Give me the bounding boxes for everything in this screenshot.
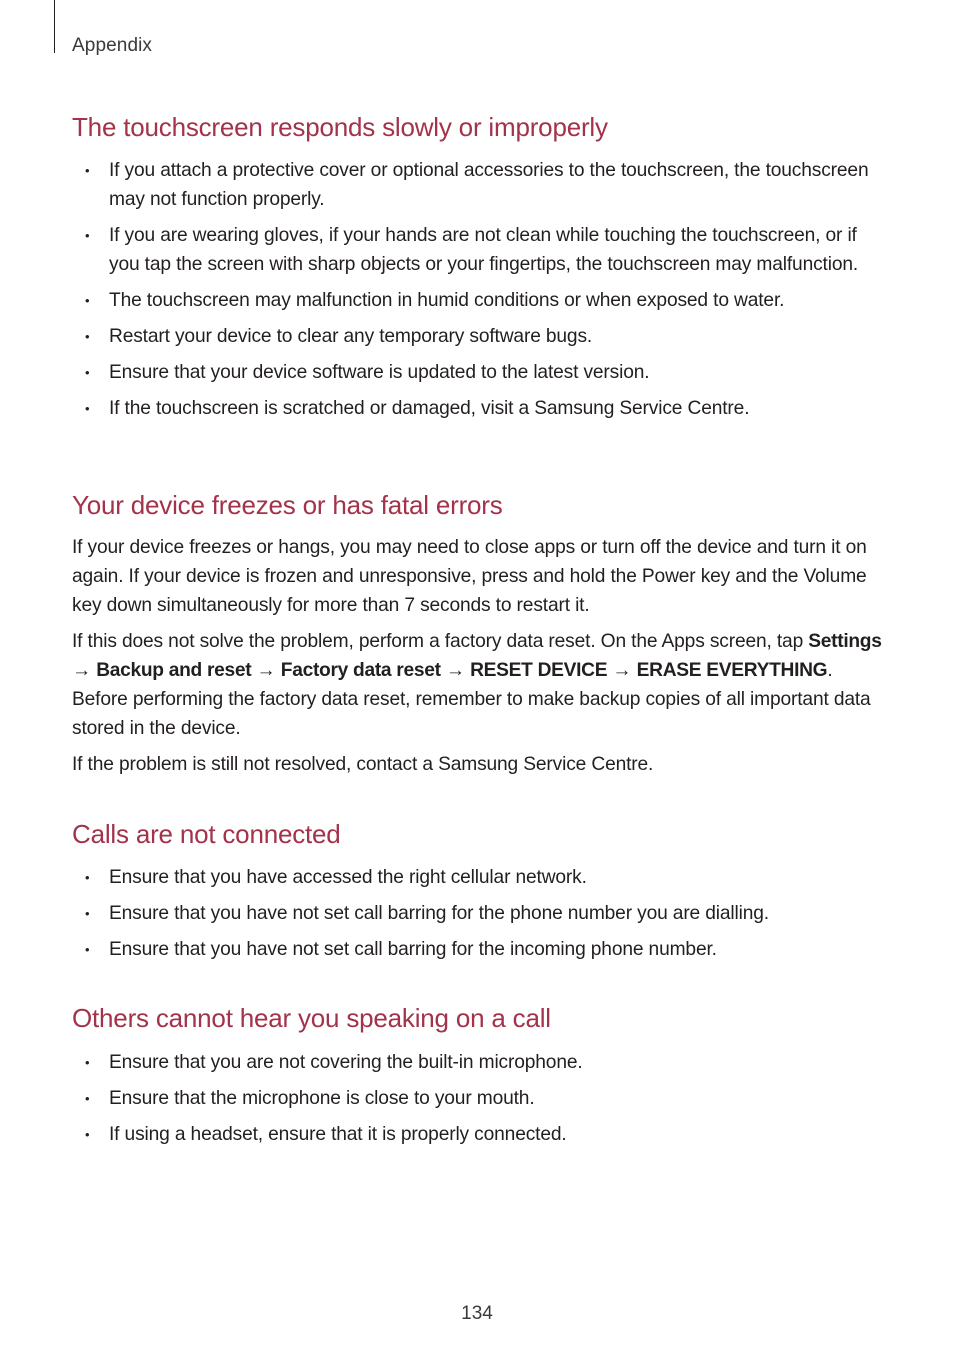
bullet-list: [72, 863, 882, 964]
bullet-list: [72, 156, 882, 423]
list-item: • If you attach a protective cover or optional accessories to the touchscreen, the touchscreen may not function properly.: [72, 156, 882, 214]
list-item: • If the touchscreen is scratched or damaged, visit a Samsung Service Centre.: [72, 394, 882, 423]
list-item: • If you are wearing gloves, if your hands are not clean while touching the touchscreen, or if you tap the screen with sharp objects or your fingertips, the touchscreen may malfunction.: [72, 221, 882, 279]
bullet-icon: •: [85, 401, 90, 416]
running-head: Appendix: [72, 35, 153, 56]
list-item: • Ensure that your device software is updated to the latest version.: [72, 358, 882, 387]
body-paragraph: If your device freezes or hangs, you may need to close apps or turn off the device and turn it on again. If your device is frozen and unresponsive, press and hold the Power key and the Volume key down simultaneously for more than 7 seconds to restart it.: [72, 537, 867, 616]
bullet-icon: •: [85, 329, 90, 344]
bullet-icon: •: [85, 1055, 90, 1070]
menu-path-backup-reset: Backup and reset: [96, 660, 252, 681]
bullet-icon: •: [85, 228, 90, 243]
list-item: • Ensure that you have accessed the right cellular network.: [72, 863, 882, 892]
menu-path-reset-device: RESET DEVICE: [470, 660, 608, 681]
bullet-list: [72, 1048, 882, 1149]
section-others-cannot-hear: [72, 1001, 882, 1156]
bullet-icon: •: [85, 1127, 90, 1142]
body-paragraph: If the problem is still not resolved, contact a Samsung Service Centre.: [72, 754, 654, 775]
section-heading: Others cannot hear you speaking on a call: [72, 1003, 551, 1033]
bullet-icon: •: [85, 870, 90, 885]
menu-path-factory-reset: Factory data reset: [280, 660, 441, 681]
bullet-icon: •: [85, 942, 90, 957]
section-heading: Calls are not connected: [72, 819, 341, 849]
page-number: 134: [461, 1303, 493, 1324]
menu-path-settings: Settings: [808, 631, 882, 652]
body-paragraph-factory-reset: If this does not solve the problem, perform a factory data reset. On the Apps screen, tap Settings → Backup and reset → Factory data reset → RESET DEVICE → ERASE EVERYTHING. Before performing the factory data reset, remember to make backup copies of all important data stored in the device.: [72, 631, 882, 739]
list-item: • Ensure that you are not covering the built-in microphone.: [72, 1048, 882, 1077]
list-item: • If using a headset, ensure that it is properly connected.: [72, 1120, 882, 1149]
list-item: • Ensure that you have not set call barring for the phone number you are dialling.: [72, 899, 882, 928]
bullet-icon: •: [85, 1091, 90, 1106]
list-item: • The touchscreen may malfunction in humid conditions or when exposed to water.: [72, 286, 882, 315]
list-item: • Ensure that the microphone is close to your mouth.: [72, 1084, 882, 1113]
menu-path-erase-everything: ERASE EVERYTHING: [636, 660, 828, 681]
list-item: • Ensure that you have not set call barring for the incoming phone number.: [72, 935, 882, 964]
bullet-icon: •: [85, 365, 90, 380]
margin-rule: [54, 0, 55, 53]
section-heading: The touchscreen responds slowly or improperly: [72, 112, 608, 142]
list-item: • Restart your device to clear any temporary software bugs.: [72, 322, 882, 351]
bullet-icon: •: [85, 906, 90, 921]
section-device-freezes: [72, 488, 882, 786]
section-touchscreen: [72, 110, 882, 430]
bullet-icon: •: [85, 293, 90, 308]
section-heading: Your device freezes or has fatal errors: [72, 490, 503, 520]
bullet-icon: •: [85, 163, 90, 178]
section-calls-not-connected: [72, 817, 882, 971]
